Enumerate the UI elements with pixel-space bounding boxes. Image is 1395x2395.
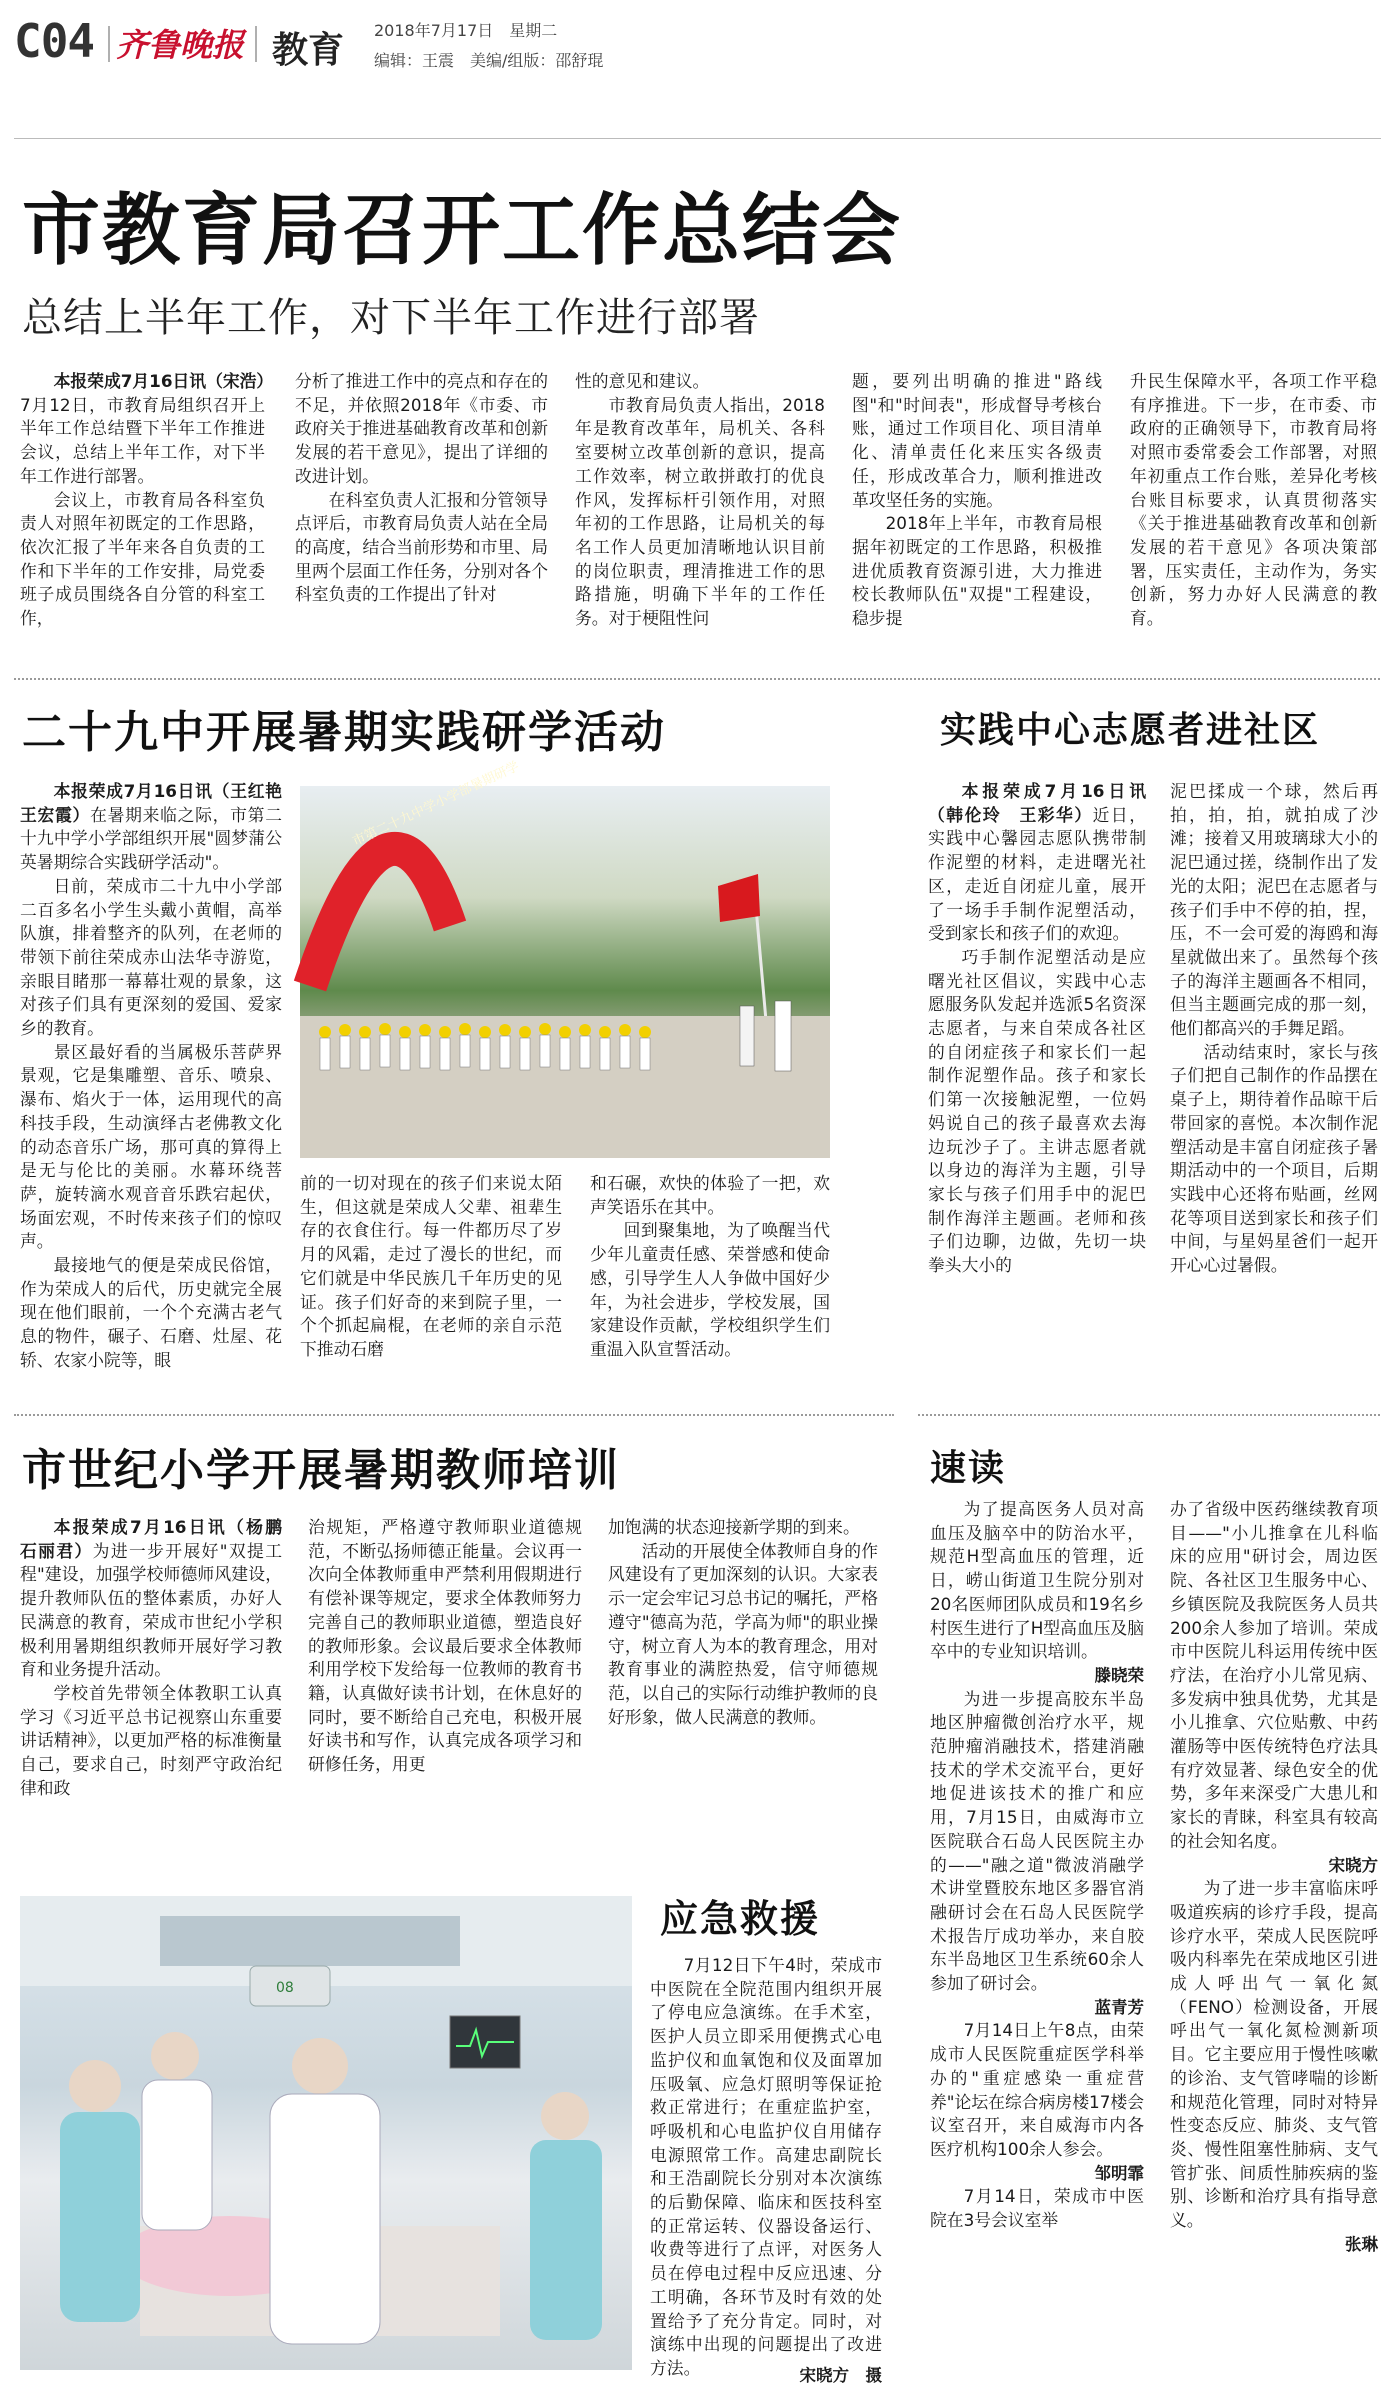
teacher-figure	[775, 1001, 791, 1071]
article2-column-3: 和石碾，欢快的体验了一把，欢声笑语乐在其中。 回到聚集地，为了唤醒当代少年儿童责任感、荣誉感和使命感，引导学生人人争做中国好少年，为社会进步，学校发展，国家建设作贡献，学校组织学生们重温入队宣誓活动。	[590, 1173, 830, 1359]
school-photo-illustration	[300, 759, 830, 1158]
lead-column-1: 本报荣成7月16日讯（宋浩）7月12日，市教育局组织召开上半年工作总结暨下半年工作推进会议，总结上半年工作，对下半年工作进行部署。 会议上，市教育局各科室负责人对照年初既定的工作思路，依次汇报了半年来各自负责的工作和下半年的工作安排，局党委班子成员围绕各自分管的科室工作，	[20, 371, 274, 629]
page-number: C04	[14, 14, 95, 68]
brief-byline: 张琳	[1345, 2234, 1378, 2254]
brief-byline: 邹明霏	[1094, 2163, 1144, 2183]
issue-date: 2018年7月17日 星期二	[374, 21, 558, 40]
red-flag	[718, 874, 760, 922]
article2-column-2: 前的一切对现在的孩子们来说太陌生，但这就是荣成人父辈、祖辈生存的衣食住行。每一件都历尽了岁月的风霜，走过了漫长的世纪，而它们就是中华民族几千年历史的见证。孩子们好奇的来到院子里，一个个抓起扁棍，在老师的亲自示范下推动石磨	[300, 1173, 562, 1359]
header-divider	[255, 26, 257, 62]
article4-headline: 市世纪小学开展暑期教师培训	[22, 1445, 620, 1496]
emergency-drill-photo	[20, 1896, 632, 2370]
school-activity-photo	[300, 759, 830, 1158]
arch-banner-text: 市第二十九中学小学部暑期研学	[350, 759, 522, 850]
header-divider	[108, 26, 110, 62]
editor-credits: 编辑：王震 美编/组版：邵舒琨	[374, 51, 604, 70]
briefs-headline: 速读	[930, 1448, 1007, 1489]
lead-headline: 市教育局召开工作总结会	[22, 186, 903, 276]
header-rule	[14, 138, 1381, 139]
section-divider	[14, 1414, 894, 1416]
students-bodies	[320, 1035, 650, 1070]
ceiling-equipment	[160, 1916, 460, 1966]
article2-headline: 二十九中开展暑期实践研学活动	[22, 707, 666, 758]
article5-byline: 宋晓方 摄	[799, 2366, 882, 2385]
article3-headline: 实践中心志愿者进社区	[940, 710, 1321, 751]
lead-dateline: 本报荣成7月16日讯（宋浩）	[53, 371, 274, 391]
newspaper-logo: 齐鲁晚报	[116, 26, 245, 64]
article2-column-1: 本报荣成7月16日讯（王红艳 王宏霞）在暑期来临之际，市第二十九中学小学部组织开展"圆梦蒲公英暑期综合实践研学活动"。 日前，荣成市二十九中小学部二百多名小学生头戴小黄帽，高举队旗，排着整齐的队列，在老师的带领下前往荣成赤山法华寺游览，亲眼目睹那一幕幕壮观的景象，这对孩子们具有更深刻的爱国、爱家乡的教育。 景区最好看的当属极乐菩萨界景观，它是集雕塑、音乐、喷泉、瀑布、焰火于一体，运用现代的高科技手段，生动演绎古老佛教文化的动态音乐广场，那可真的算得上是无与伦比的美丽。水幕环绕菩萨，旋转滴水观音音乐跌宕起伏，场面宏观，不时传来孩子们的惊叹声。 最接地气的便是荣成民俗馆，作为荣成人的后代，历史就完全展现在他们眼前，一个个充满古老气息的物件，碾子、石磨、灶屋、花轿、农家小院等，眼	[20, 781, 299, 1370]
article4-column-1: 本报荣成7月16日讯（杨鹏 石丽君）为进一步开展好"双提工程"建设，加强学校师德师风建设，提升教师队伍的整体素质，办好人民满意的教育，荣成市世纪小学积极利用暑期组织教师开展好学习教育和业务提升活动。 学校首先带领全体教职工认真学习《习近平总书记视察山东重要讲话精神》，以更加严格的标准衡量自己，要求自己，时刻严守政治纪律和政	[20, 1517, 299, 1798]
section-name: 教育	[272, 30, 345, 71]
lead-column-5: 升民生保障水平，各项工作平稳有序推进。下一步，在市委、市政府的正确领导下，市教育局将对照市委常委会工作部署，对照年初重点工作台账，差异化考核台账目标要求，认真贯彻落实《关于推进基础教育改革和创新发展的若干意见》各项决策部署，压实责任，主动作为，务实创新，努力办好人民满意的教育。	[1130, 371, 1377, 629]
article5-headline: 应急救援	[660, 1897, 821, 1941]
brief-byline: 蓝青芳	[1094, 1997, 1144, 2017]
brief-byline: 宋晓方	[1328, 1855, 1378, 1875]
article4-column-2: 治规矩，严格遵守教师职业道德规范，不断弘扬师德正能量。会议再一次向全体教师重申严禁利用假期进行有偿补课等规定，要求全体教师努力完善自己的教师职业道德，塑造良好的教师形象。会议最后要求全体教师利用学校下发给每一位教师的教育书籍，认真做好读书计划，在休息好的同时，要不断给自己充电，积极开展好读书和写作，认真完成各项学习和研修任务，用更	[308, 1517, 582, 1775]
lead-subheadline: 总结上半年工作，对下半年工作进行部署	[22, 295, 760, 341]
lead-column-4: 题，要列出明确的推进"路线图"和"时间表"，形成督导考核台账，通过工作项目化、项目清单化、清单责任化来压实各级责任，形成改革合力，顺利推进改革攻坚任务的实施。 2018年上半年，市教育局根据年初既定的工作思路，积极推进优质教育资源引进，大力推进校长教师队伍"双提"工程建设，稳步提	[852, 371, 1102, 629]
article5-body: 7月12日下午4时，荣成市中医院在全院范围内组织开展了停电应急演练。在手术室，医护人员立即采用便携式心电监护仪和血氧饱和仪及面罩加压吸氧、应急灯照明等保证抢救正常进行；在重症监护室，呼吸机和心电监护仪自用储存电源照常工作。高建忠副院长和王浩副院长分别对本次演练的后勤保障、临床和医技科室的正常运转、仪器设备运行、收费等进行了点评，对医务人员在停电过程中反应迅速、分工明确，各环节及时有效的处置给予了充分肯定。同时，对演练中出现的问题提出了改进方法。	[650, 1955, 882, 2378]
section-divider	[14, 678, 1380, 680]
hospital-photo-illustration	[20, 1896, 632, 2370]
article4-column-3: 加饱满的状态迎接新学期的到来。 活动的开展使全体教师自身的作风建设有了更加深刻的认识。大家表示一定会牢记习总书记的嘱托，严格遵守"德高为范，学高为师"的职业操守，树立育人为本的教育理念，用对教育事业的满腔热爱，信守师德规范，以自己的实际行动维护教师的良好形象，做人民满意的教师。	[608, 1517, 878, 1727]
inflatable-arch	[310, 849, 450, 986]
article3-column-1: 本报荣成7月16日讯（韩伦玲 王彩华）近日，实践中心馨园志愿队携带制作泥塑的材料，走进曙光社区，走近自闭症儿童，展开了一场手手制作泥塑活动，受到家长和孩子们的欢迎。 巧手制作泥塑活动是应曙光社区倡议，实践中心志愿服务队发起并选派5名资深志愿者，与来自荣成各社区的自闭症孩子和家长们一起制作泥塑作品。孩子和家长们第一次接触泥塑，一位妈妈说自己的孩子最喜欢去海边玩沙子了。主讲志愿者就以身边的海洋为主题，引导家长与孩子们用手中的泥巴制作海洋主题画。老师和孩子们边聊，边做，先切一块拳头大小的	[928, 781, 1146, 1276]
briefs-column-1: 为了提高医务人员对高血压及脑卒中的防治水平，规范H型高血压的管理，近日，崂山街道卫生院分别对20名医师团队成员和19名乡村医生进行了H型高血压及脑卒中的专业知识培训。 滕晓荣 为进一步提高胶东半岛地区肿瘤微创治疗水平，规范肿瘤消融技术，搭建消融技术的学术交流平台，更好地促进该技术的推广和应用，7月15日，由威海市立医院联合石岛人民医院主办的——"融之道"微波消融学术讲堂暨胶东地区多器官消融研讨会在石岛人民医院学术报告厅成功举办，来自胶东半岛地区卫生系统60余人参加了研讨会。 蓝青芳 7月14日上午8点，由荣成市人民医院重症医学科举办的"重症感染一重症营养"论坛在综合病房楼17楼会议室召开，来自威海市内各医疗机构100余人参会。 邹明霏 7月14日，荣成市中医院在3号会议室举	[930, 1499, 1144, 2231]
lead-column-3: 性的意见和建议。 市教育局负责人指出，2018年是教育改革年，局机关、各科室要树立改革创新的意识，提高工作效率，树立敢拼敢打的优良作风，发挥标杆引领作用，对照年初的工作思路，让局机关的每名工作人员更加清晰地认识目前的岗位职责，理清推进工作的思路措施，明确下半年的工作任务。对于梗阻性问	[575, 371, 825, 629]
lead-column-2: 分析了推进工作中的亮点和存在的不足，并依照2018年《市委、市政府关于推进基础教育改革和创新发展的若干意见》，提出了详细的改进计划。 在科室负责人汇报和分管领导点评后，市教育局负责人站在全局的高度，结合当前形势和市里、局里两个层面工作任务，分别对各个科室负责的工作提出了针对	[295, 371, 548, 605]
teacher-figure	[740, 1006, 754, 1066]
section-divider	[918, 1414, 1380, 1416]
equipment-label: 08	[276, 1980, 294, 1996]
brief-byline: 滕晓荣	[1094, 1665, 1144, 1685]
briefs-column-2: 办了省级中医药继续教育项目——"小儿推拿在儿科临床的应用"研讨会，周边医院、各社区卫生服务中心、乡镇医院及我院医务人员共200余人参加了培训。荣成市中医院儿科运用传统中医疗法，在治疗小儿常见病、多发病中独具优势，尤其是小儿推拿、穴位贴敷、中药灌肠等中医传统特色疗法具有疗效显著、绿色安全的优势，多年来深受广大患儿和家长的青睐，科室具有较高的社会知名度。 宋晓方 为了进一步丰富临床呼吸道疾病的诊疗手段，提高诊疗水平，荣成人民医院呼吸内科率先在荣成地区引进成人呼出气一氧化氮（FENO）检测设备，开展呼出气一氧化氮检测新项目。它主要应用于慢性咳嗽的诊治、支气管哮喘的诊断和规范化管理，同时对特异性变态反应、肺炎、支气管炎、慢性阻塞性肺病、支气管扩张、间质性肺疾病的鉴别、诊断和治疗具有指导意义。 张琳	[1170, 1498, 1378, 2374]
article3-column-2: 泥巴揉成一个球，然后再拍，拍，拍，就拍成了沙滩；接着又用玻璃球大小的泥巴通过搓，绕制作出了发光的太阳；泥巴在志愿者与孩子们手中不停的拍，捏，压，不一会可爱的海鸥和海星就做出来了。虽然每个孩子的海洋主题画各不相同，但当主题画完成的那一刻，他们都高兴的手舞足蹈。 活动结束时，家长与孩子们把自己制作的作品摆在桌子上，期待着作品晾干后带回家的喜悦。本次制作泥塑活动是丰富自闭症孩子暑期活动中的一个项目，后期实践中心还将布贴画，丝网花等项目送到家长和孩子们中间，与星妈星爸们一起开开心心过暑假。	[1170, 781, 1378, 1276]
